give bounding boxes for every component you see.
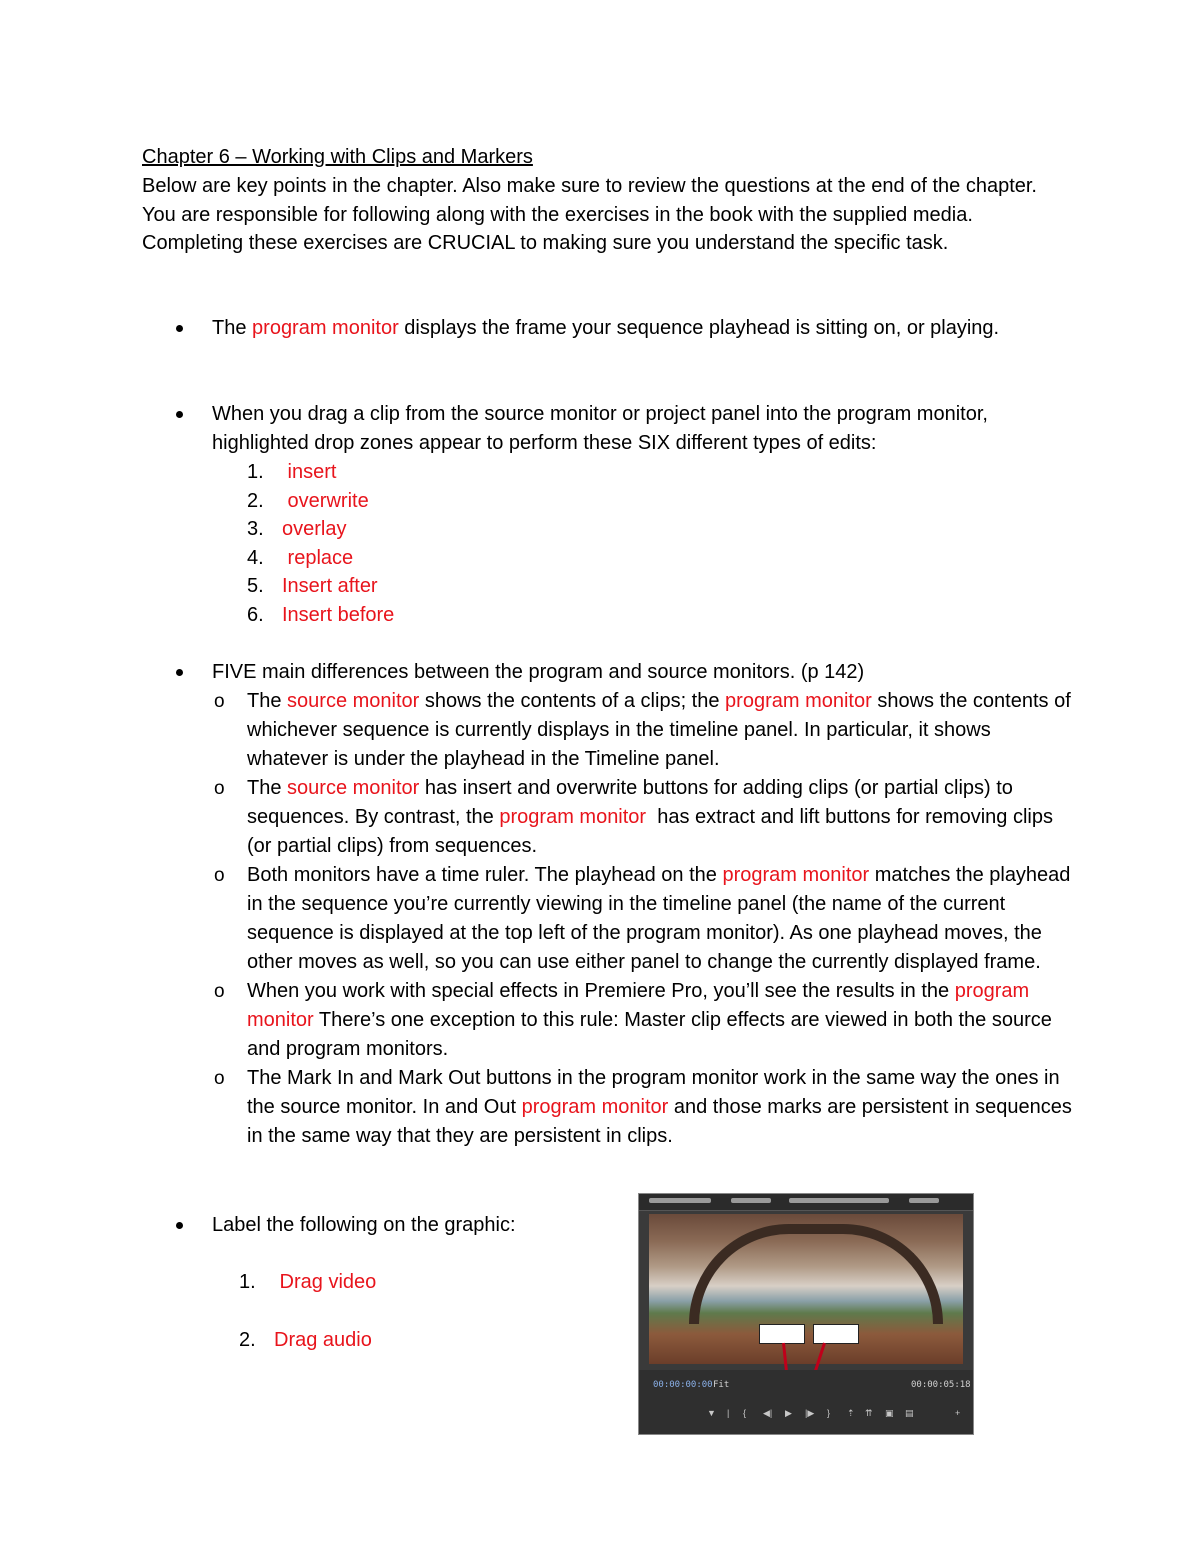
- step-back-icon[interactable]: ◀|: [763, 1408, 773, 1418]
- step-forward-icon[interactable]: |▶: [805, 1408, 815, 1418]
- chapter-title: Chapter 6 – Working with Clips and Markers: [142, 146, 533, 168]
- bullet-dot-icon: [176, 411, 183, 418]
- list-item: 1. Drag video: [239, 1271, 377, 1293]
- bullet-drop-zones: When you drag a clip from the source monitor or project panel into the program monitor, highlighted drop zones appear to perform these SIX different types of edits: 1. insert 2. overwrite 3. overlay 4. replace 5. Insert after 6. Insert before: [142, 400, 1072, 629]
- panel-tabs: [639, 1194, 973, 1211]
- video-frame: [649, 1214, 963, 1364]
- list-item: 6. Insert before: [247, 603, 395, 626]
- fit-dropdown[interactable]: Fit: [713, 1380, 730, 1390]
- list-item: 5. Insert after: [247, 575, 378, 597]
- bullet-dot-icon: [176, 669, 183, 676]
- label-box-drag-video: [759, 1324, 805, 1344]
- list-item: 2. Drag audio: [239, 1329, 372, 1351]
- transport-controls: [639, 1370, 973, 1434]
- tab-placeholder: [731, 1198, 771, 1203]
- sub-bullet: o When you work with special effects in Premiere Pro, you’ll see the results in the program monitor There’s one exception to this rule: Master clip effects are viewed in both the source and program monitors.: [142, 977, 1072, 1064]
- bullet-program-monitor: The program monitor displays the frame your sequence playhead is sitting on, or playing.: [142, 314, 1072, 343]
- circle-bullet-icon: o: [214, 691, 225, 712]
- bullet-dot-icon: [176, 1222, 183, 1229]
- list-item: 4. replace: [247, 546, 354, 569]
- program-monitor-graphic: [638, 1193, 974, 1435]
- tab-placeholder: [789, 1198, 889, 1203]
- go-to-in-icon[interactable]: {: [743, 1408, 747, 1418]
- panorama-arch: [689, 1224, 943, 1324]
- sub-bullet: o Both monitors have a time ruler. The playhead on the program monitor matches the playhead in the sequence you’re currently viewing in the timeline panel (the name of the current sequence is displayed at the top left of the program monitor). As one playhead moves, the other moves as well, so you can use either panel to change the currently displayed frame.: [142, 861, 1072, 977]
- circle-bullet-icon: o: [214, 865, 225, 886]
- list-item: 1. insert: [247, 461, 337, 483]
- bullet-dot-icon: [176, 325, 183, 332]
- mark-out-icon[interactable]: |: [727, 1408, 730, 1418]
- lift-icon[interactable]: ⇡: [847, 1408, 855, 1418]
- sub-bullet: o The source monitor has insert and overwrite buttons for adding clips (or partial clips) to sequences. By contrast, the program monitor has extract and lift buttons for removing clips (or partial clips) from sequences.: [142, 774, 1072, 861]
- tab-placeholder: [909, 1198, 939, 1203]
- list-item: 3. overlay: [247, 518, 347, 540]
- intro-paragraph: Below are key points in the chapter. Also make sure to review the questions at the end of the chapter. You are responsible for following along with the exercises in the book with the supplied media. Completing these exercises are CRUCIAL to making sure you understand the specific task.: [142, 175, 1037, 254]
- circle-bullet-icon: o: [214, 778, 225, 799]
- sub-bullet: o The source monitor shows the contents of a clips; the program monitor shows the contents of whichever sequence is currently displays in the timeline panel. In particular, it shows whatever is under the playhead in the Timeline panel.: [142, 687, 1072, 774]
- export-frame-icon[interactable]: ▣: [885, 1408, 894, 1418]
- circle-bullet-icon: o: [214, 1068, 225, 1089]
- list-item: 2. overwrite: [247, 489, 369, 512]
- play-icon[interactable]: ▶: [785, 1408, 792, 1418]
- go-to-out-icon[interactable]: }: [827, 1408, 831, 1418]
- timecode-right: 00:00:05:18: [911, 1380, 971, 1390]
- settings-icon[interactable]: ▤: [905, 1408, 914, 1418]
- extract-icon[interactable]: ⇈: [865, 1408, 873, 1418]
- circle-bullet-icon: o: [214, 981, 225, 1002]
- mark-in-icon[interactable]: ▼: [707, 1408, 716, 1418]
- timecode-left: 00:00:00:00: [653, 1380, 713, 1390]
- bullet-label-graphic: Label the following on the graphic: 1. Drag video 2. Drag audio: [142, 1211, 622, 1354]
- add-button-icon[interactable]: +: [955, 1408, 961, 1418]
- label-box-drag-audio: [813, 1324, 859, 1344]
- bullet-differences: FIVE main differences between the program and source monitors. (p 142) o The source monitor shows the contents of a clips; the program monitor shows the contents of whichever sequence is currently displays in the timeline panel. In particular, it shows whatever is under the playhead in the Timeline panel. o The source monitor has insert and overwrite buttons for adding clips (or partial clips) to sequences. By contrast, the program monitor has extract and lift buttons for removing clips (or partial clips) from sequences. o Both monitors have a time ruler. The playhead on the program monitor matches the playhead in the sequence you’re currently viewing in the timeline panel (the name of the current sequence is displayed at the top left of the program monitor). As one playhead moves, the other moves as well, so you can use either panel to change the currently displayed frame. o When you work with special effects in Premiere Pro, you’ll see the results in the program monitor There’s one exception to this rule: Master clip effects are viewed in both the source and program monitors. o The Mark In and Mark Out buttons in the program monitor work in the same way the ones in the source monitor. In and Out program monitor and those marks are persistent in sequences in the same way that they are persistent in clips.: [142, 658, 1072, 1151]
- sub-bullet: o The Mark In and Mark Out buttons in the program monitor work in the same way the ones in the source monitor. In and Out program monitor and those marks are persistent in sequences in the same way that they are persistent in clips.: [142, 1064, 1072, 1151]
- tab-placeholder: [649, 1198, 711, 1203]
- highlight-term: program monitor: [252, 317, 399, 339]
